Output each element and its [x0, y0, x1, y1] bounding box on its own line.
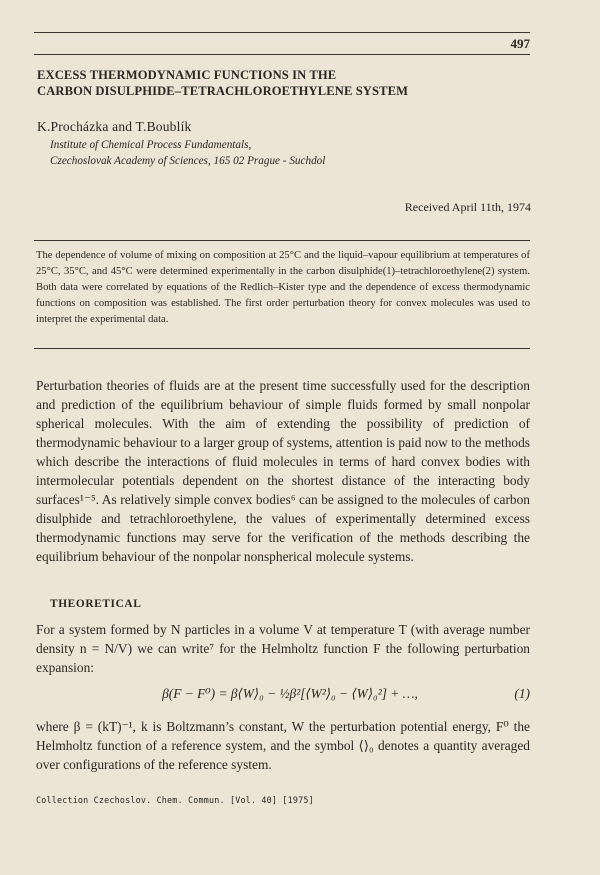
received-date: Received April 11th, 1974 — [404, 200, 531, 214]
section-heading-theoretical: THEORETICAL — [50, 598, 142, 610]
theoretical-paragraph: For a system formed by N particles in a volume V at temperature T (with average number density n = N/V) we can write⁷ for the Helmholtz function F the following perturbation expansion: — [36, 622, 530, 675]
top-rule — [34, 32, 530, 33]
article-title — [37, 67, 537, 99]
footer-citation: Collection Czechoslov. Chem. Commun. [Vol. 40] [1975] — [36, 795, 314, 805]
abstract-bottom-rule — [34, 348, 530, 349]
header-rule — [34, 54, 530, 55]
equation-1: β(F − F⁰) = β⟨W⟩₀ − ½β²[⟨W²⟩₀ − ⟨W⟩₀²] + …, — [162, 686, 418, 701]
intro-paragraph: Perturbation theories of fluids are at the present time successfully used for the description and prediction of the equilibrium behaviour of simple fluids formed by small nonpolar spherical molecules. With the aim of extending the possibility of prediction of thermodynamic behaviour to a larger group of systems, attention is paid now to the methods which describe the interactions of fluid molecules in terms of hard convex bodies with intermolecular potentials dependent on the shortest distance of the interacting body surfaces¹⁻⁵. As relatively simple convex bodies⁶ can be assigned to the molecules of carbon disulphide and tetrachloroethylene, the values of experimentally determined excess thermodynamic functions may serve for the verification of the methods describing the equilibrium behaviour of the nonpolar nonspherical molecule systems. — [36, 378, 530, 564]
authors: K.Procházka and T.Boublík — [37, 119, 192, 134]
abstract: The dependence of volume of mixing on composition at 25°C and the liquid–vapour equilibrium at temperatures of 25°C, 35°C, and 45°C were determined experimentally in the carbon disulphide(1)–tetrachloroethylene(2) system. Both data were correlated by equations of the Redlich–Kister type and the dependence of excess thermodynamic functions on composition was established. The first order perturbation theory for convex molecules was used to interpret the experimental data. — [36, 250, 530, 325]
affiliation-line-1: Institute of Chemical Process Fundamentals, — [50, 139, 252, 151]
abstract-top-rule — [34, 240, 530, 241]
equation-explanation: where β = (kT)⁻¹, k is Boltzmann’s constant, W the perturbation potential energy, F⁰ the Helmholtz function of a reference system, and the symbol ⟨⟩₀ denotes a quantity averaged over configurations of the reference system. — [36, 719, 530, 772]
affiliation — [50, 137, 325, 169]
affiliation-line-2: Czechoslovak Academy of Sciences, 165 02 Prague - Suchdol — [50, 155, 326, 167]
title-line-2: CARBON DISULPHIDE–TETRACHLOROETHYLENE SYSTEM — [37, 84, 409, 98]
page-number: 497 — [510, 36, 530, 51]
equation-number: (1) — [514, 686, 530, 701]
title-line-1: EXCESS THERMODYNAMIC FUNCTIONS IN THE — [37, 68, 337, 82]
